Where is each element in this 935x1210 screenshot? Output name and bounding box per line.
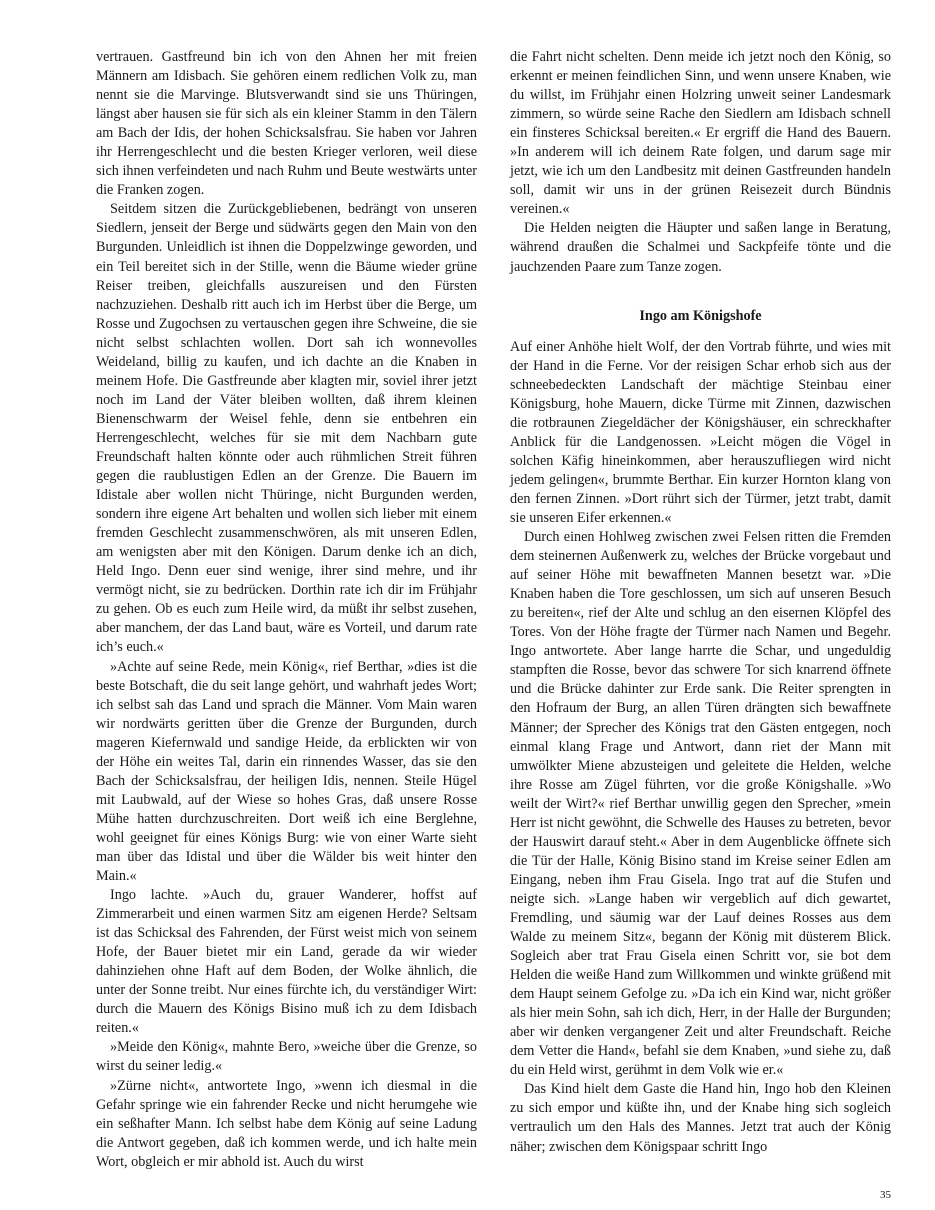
paragraph: »Achte auf seine Rede, mein König«, rief Berthar, »dies ist die beste Botschaft, die du seit lange gehört, und wahrhaft jedes Wort; ich selbst sah das Land und sprach die Männer. Vom Main waren wir nordwärts geritten über die Grenze der Burgunden, durch mageren Kiefernwald und sandige Heide, da erblickten wir von der Höhe ein weites Tal, darin ein rinnendes Wasser, das sie den Bach der Schicksalsfrau, der heiligen Idis, nennen. Steile Hügel mit Laubwald, auf der Wiese so hohes Gras, daß unsere Rosse Mühe hatten durchzuschreiten. Dort weiß ich eine Berglehne, wohl geeignet für eines Königs Burg: wie von einer Warte sieht man über das Idistal und über die Wälder bis weit hinter den Main.« [96, 658, 477, 885]
paragraph: Das Kind hielt dem Gaste die Hand hin, Ingo hob den Kleinen zu sich empor und küßte ihn, und der Knabe hing sich sogleich vertraulich um den Hals des Mannes. Jetzt trat auch der König näher; zwischen dem Königspaar schritt Ingo [510, 1081, 891, 1155]
paragraph: Die Helden neigten die Häupter und saßen lange in Beratung, während draußen die Schalmei und Sackpfeife tönte und die jauchzenden Paare zum Tanze zogen. [510, 220, 891, 275]
paragraph: vertrauen. Gastfreund bin ich von den Ahnen her mit freien Männern am Idisbach. Sie gehören einem redlichen Volk zu, man nennt sie die Marvinge. Blutsverwandt sind sie uns Thüringen, längst aber hausen sie für sich als ein kleiner Stamm in den Tälern am Bach der Idis, der hohen Schicksalsfrau. Sie haben vor Jahren ihr Herrengeschlecht und die besten Krieger verloren, weil diese sich ihnen verfeindeten und nach Ruhm und Beute westwärts unter die Franken zogen. [96, 49, 477, 199]
paragraph: Durch einen Hohlweg zwischen zwei Felsen ritten die Fremden dem steinernen Außenwerk zu, welches der Brücke vorgebaut und auf seiner Höhe mit bewaffneten Mannen besetzt war. »Die Knaben haben die Tore geschlossen, um sich auf unseren Besuch zu bereiten«, rief der Alte und schlug an den eisernen Klöpfel des Tores. Von der Höhe fragte der Türmer nach Namen und Begehr. Ingo antwortete. Aber lange harrte die Schar, und ungeduldig stampften die Rosse, bevor das schwere Tor sich knarrend öffnete und die Brücke dahinter zur Erde sank. Die Reiter sprengten in den Hofraum der Burg, an allen Türen drängten sich bewaffnete Männer; der Sprecher des Königs trat den Gästen entgegen, noch einmal klang Frage und Antwort, dann riet der Mann mit umwölkter Miene abzusteigen und geleitete die Helden, welche ihre Rosse am Zügel führten, vor die große Königshalle. »Wo weilt der Wirt?« rief Berthar unwillig gegen den Sprecher, »mein Herr ist nicht gewöhnt, die Schwelle des Hauses zu betreten, bevor der Hauswirt darauf steht.« Aber in dem Augenblicke öffnete sich die Tür der Halle, König Bisino stand im Kreise seiner Edlen am Eingang, neben ihm Frau Gisela. Ingo trat auf die Stufen und neigte sich. »Lange haben wir vergeblich auf dich gewartet, Fremdling, und säumig war der Lauf deines Rosses aus dem Walde zu meinem Sitz«, begann der König mit düsterem Blick. Sogleich aber trat Frau Gisela einen Schritt vor, sie bot dem Helden die weiße Hand zum Willkommen und winkte grüßend mit dem Haupt seinem Gefolge zu. »Da ich ein Kind war, nicht größer als hier mein Sohn, sah ich dich, Herr, in der Halle der Burgunden; aber wir denken vergangener Zeit und alter Freundschaft. Reiche dem Vetter die Hand«, befahl sie dem Knaben, »und siehe zu, daß du ein Held wirst, gerühmt in dem Volk wie er.« [510, 529, 891, 1079]
section-heading: Ingo am Königshofe [639, 307, 762, 324]
paragraph: »Meide den König«, mahnte Bero, »weiche über die Grenze, so wirst du seiner ledig.« [96, 1039, 477, 1075]
paragraph: »Zürne nicht«, antwortete Ingo, »wenn ich diesmal in die Gefahr springe wie ein fahrender Recke und nicht herumgehe wie ein seßhafter Mann. Ich selbst habe dem König auf seine Ladung die Antwort gegeben, daß ich kommen werde, und ich halte mein Wort, obgleich er mir abhold ist. Auch du wirst [96, 1077, 477, 1170]
paragraph: Seitdem sitzen die Zurückgebliebenen, bedrängt von unseren Siedlern, jenseit der Berge und südwärts gegen den Main von den Burgunden. Unleidlich ist ihnen die Doppelzwinge geworden, und ein Teil bereitet sich in der Stille, wenn die Bäume wieder grüne Reiser treiben, gleichfalls auszureisen und den Fürsten nachzuziehen. Deshalb ritt auch ich im Herbst über die Berge, um Rosse und Zugochsen zu vertauschen gegen ihre Schweine, die sie nicht selbst schlachten wollen. Dort sah ich wonnevolles Weideland, billig zu kaufen, und ich dachte an die Knaben in meinem Hofe. Die Gastfreunde aber klagten mir, soviel ihrer jetzt noch im Land der Väter bleiben wollten, daß ihrem kleinen Bienenschwarm der Weisel fehle, denn sie entbehren ein Herrengeschlecht, welches für sie mit dem Nachbarn gute Freundschaft halten könnte oder auch rühmlichen Streit führen gegen die raublustigen Edlen an der Grenze. Die Bauern im Idistale aber wollen nicht Thüringe, nicht Burgunden werden, sondern ihre eigene Art behalten und wollen sich lieber mit einem fremden Geschlecht zusammenschwören, als mit unseren Edlen, am wenigsten aber mit den Königen. Darum denke ich an dich, Held Ingo. Denn euer sind wenige, ihrer sind mehre, und ihr vermögt nicht, sie zu bedrücken. Dorthin rate ich dir im Frühjahr zu gehen. Ob es euch zum Heile wird, da müßt ihr selbst zusehen, aber manchem, der das Land baut, wäre es Vorteil, und darum rate ich’s euch.« [96, 201, 477, 656]
paragraph: Ingo lachte. »Auch du, grauer Wanderer, hoffst auf Zimmerarbeit und einen warmen Sitz am eigenen Herde? Seltsam ist das Schicksal des Fahrenden, der Fürst weist mich von seinem Hofe, der Bauer bietet mir ein Land, gerade da wir wieder dahinziehen ohne Haft auf dem Boden, der Wolke ähnlich, die unter der Sonne treibt. Nur eines fürchte ich, du verständiger Wirt: durch die Mauern des Königs Bisino muß ich zu dem Idisbach reiten.« [96, 887, 477, 1037]
right-column [510, 48, 891, 1157]
page-number: 35 [880, 1189, 891, 1201]
paragraph: die Fahrt nicht schelten. Denn meide ich jetzt noch den König, so erkennt er meinen feindlichen Sinn, und wenn unsere Knaben, wie du willst, im Frühjahr einen Holzring unweit seiner Landesmark zimmern, so würde seine Rache den Siedlern am Idisbach schnell ein finsteres Schicksal bereiten.« Er ergriff die Hand des Bauern. »In anderem will ich deinem Rate folgen, und darum sage mir jetzt, wie ich um den Landbesitz mit deinen Gastfreunden handeln soll, damit wir uns in der grünen Reisezeit durch Bündnis vereinen.« [510, 49, 891, 218]
paragraph: Auf einer Anhöhe hielt Wolf, der den Vortrab führte, und wies mit der Hand in die Ferne. Vor der reisigen Schar erhob sich aus der schneebedeckten Landschaft der mächtige Steinbau einer Königsburg, hohe Mauern, dicke Türme mit Zinnen, dazwischen die rotbraunen Ziegeldächer der Königshäuser, ein schreckhafter Anblick für die Landgenossen. »Leicht mögen die Vögel in solchen Käfig hineinkommen, aber herauszufliegen wird nicht jedem gelingen«, brummte Berthar. Ein kurzer Hornton klang von den fernen Zinnen. »Dort rührt sich der Türmer, jetzt trabt, damit sie unseren Eifer erkennen.« [510, 338, 891, 526]
left-column [96, 48, 477, 1172]
